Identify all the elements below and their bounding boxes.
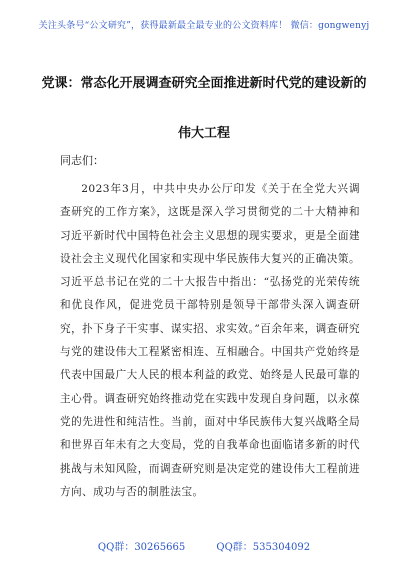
qq-group-1: QQ群：30265665: [97, 542, 186, 553]
promo-header: 关注头条号“公文研究”，获得最新最全最专业的公文资料库！ 微信：gongwenyj: [38, 21, 370, 31]
document-title-line-1: 党课：常态化开展调查研究全面推进新时代党的建设新的: [41, 76, 367, 91]
qq-group-2: QQ群：535304092: [216, 542, 311, 553]
salutation: 同志们：: [60, 154, 104, 167]
promo-footer: [0, 538, 408, 553]
body-paragraph: 2023年3月，中共中央办公厅印发《关于在全党大兴调查研究的工作方案》，这既是深入学习贯彻党的二十大精神和习近平新时代中国特色社会主义思想的现实要求，更是全面建设社会主义现代化国家和实现中华民族伟大复兴的正确决策。习近平总书记在党的二十大报告中指出：“弘扬党的光荣传统和优良作风，促进党员干部特别是领导干部带头深入调查研究，扑下身子干实事、谋实招、求实效。”百余年来，调查研究与党的建设伟大工程紧密相连、互相融合。中国共产党始终是代表中国最广大人民的根本利益的政党、始终是人民最可靠的主心骨。调查研究始终推动党在实践中发现自身问题，以永葆党的先进性和纯洁性。当前，面对中华民族伟大复兴战略全局和世界百年未有之大变局，党的自我革命也面临诸多新的时代挑战与未知风险，而调查研究则是决定党的建设伟大工程前进方向、成功与否的制胜法宝。: [60, 183, 360, 498]
document-title-line-2: 伟大工程: [177, 126, 230, 141]
document-body: [60, 178, 360, 504]
